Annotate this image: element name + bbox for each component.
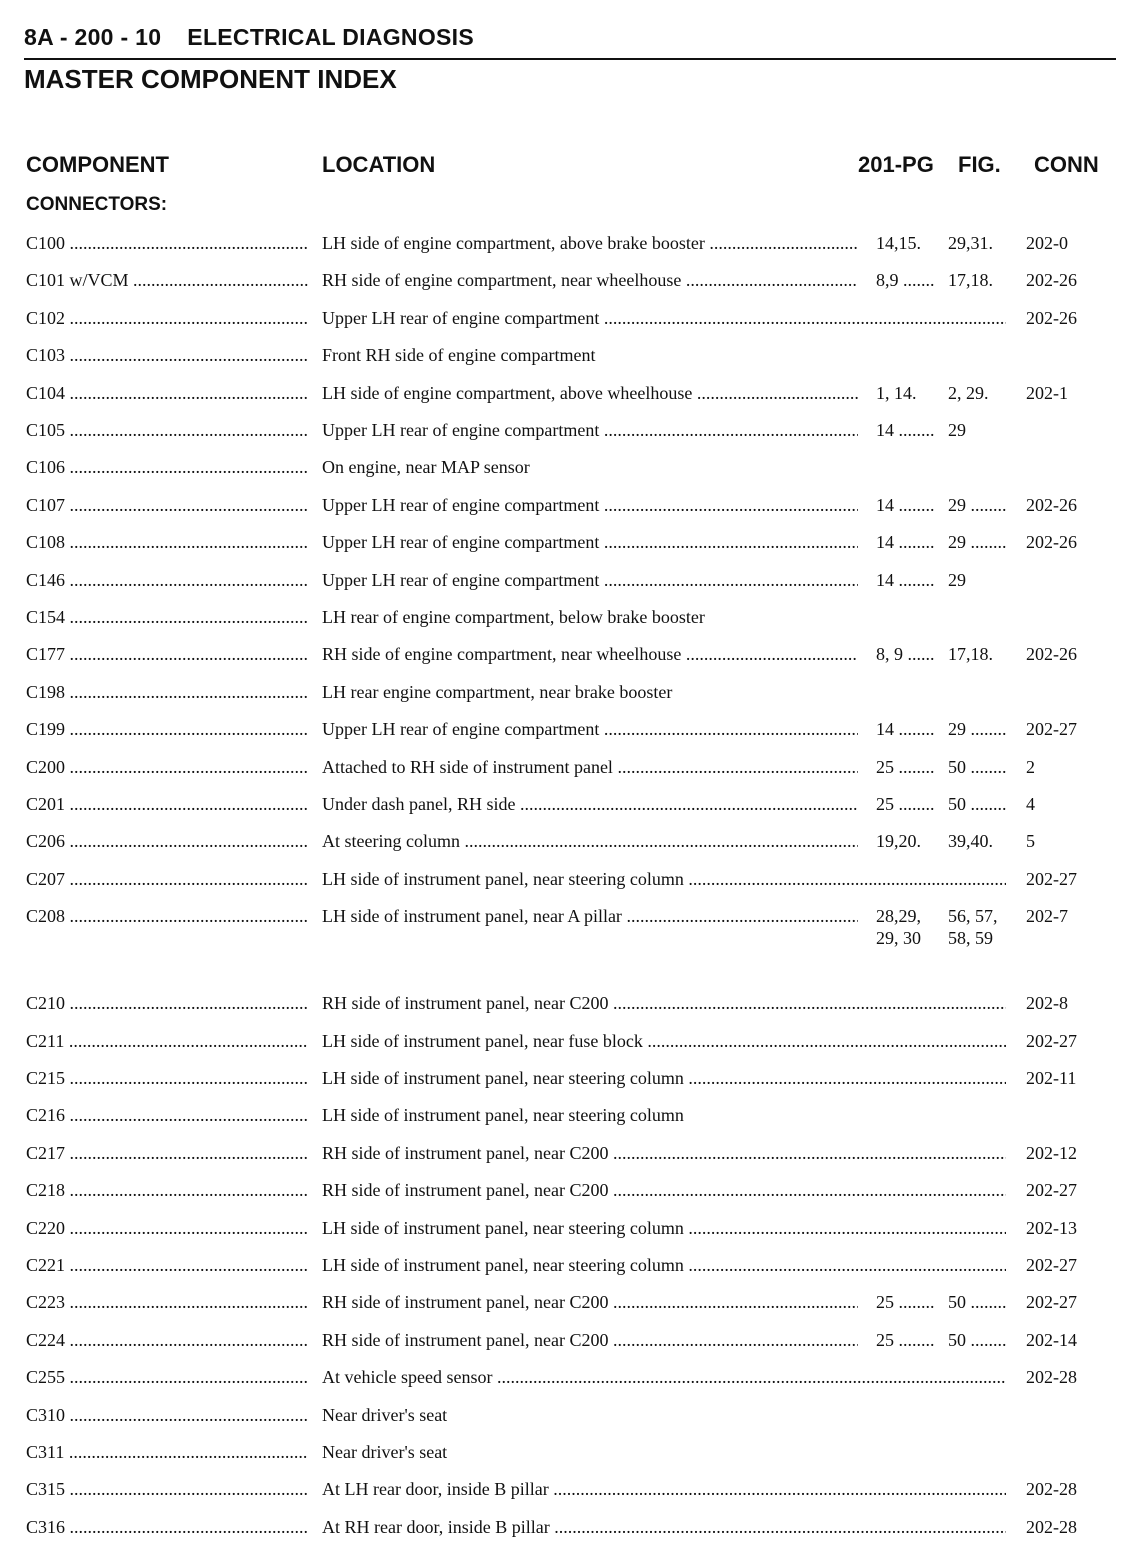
figure-ref: 56, 57, 58, 59 (948, 906, 998, 949)
connector-ref: 202-28 (1026, 1367, 1077, 1388)
location-text: LH rear engine compartment, near brake booster (322, 681, 673, 702)
component-id: C107 ..... (26, 494, 308, 516)
connector-ref: 202-7 (1026, 906, 1068, 927)
component-id: C105 ..... (26, 419, 308, 441)
location-text: LH side of instrument panel, near A pillar ..... (322, 905, 858, 927)
component-id: C104 ..... (26, 382, 308, 404)
table-row (0, 1104, 1136, 1134)
connector-ref: 202-27 (1026, 1255, 1077, 1275)
connector-ref: 202-27 (1026, 719, 1077, 740)
location-text: LH side of instrument panel, near steering column ..... (322, 1254, 1006, 1276)
table-row (0, 643, 1136, 673)
page-ref: 25 ..... (876, 1329, 934, 1351)
column-header-figure: FIG. (958, 152, 1001, 177)
section-title: ELECTRICAL DIAGNOSIS (187, 24, 475, 50)
component-id: C211 ..... (26, 1030, 308, 1052)
table-row (0, 1441, 1136, 1471)
table-row (0, 1142, 1136, 1172)
component-id: C220 ..... (26, 1217, 308, 1239)
connector-ref: 202-27 (1026, 868, 1077, 889)
table-row (0, 232, 1136, 262)
figure-ref: 17,18. (948, 644, 993, 665)
figure-ref: 50 ..... (948, 756, 1006, 778)
location-text: Near driver's seat (322, 1442, 448, 1462)
connector-ref: 202-26 (1026, 644, 1077, 665)
location-text: RH side of engine compartment, near wheelhouse ..... (322, 269, 858, 291)
table-row (0, 1179, 1136, 1209)
table-row (0, 681, 1136, 711)
page-number: 8A - 200 - 10 (24, 24, 162, 50)
table-row (0, 1030, 1136, 1060)
table-row (0, 830, 1136, 860)
column-header-component: COMPONENT (26, 152, 169, 177)
connector-ref: 202-26 (1026, 307, 1077, 328)
component-id: C223 ..... (26, 1291, 308, 1313)
page-header (24, 24, 474, 51)
page-ref: 25 ..... (876, 1291, 934, 1313)
component-id: C310 ..... (26, 1404, 308, 1426)
location-text: Upper LH rear of engine compartment ..... (322, 494, 858, 516)
component-id: C106 ..... (26, 456, 308, 478)
figure-ref: 2, 29. (948, 382, 989, 403)
component-id: C218 ..... (26, 1179, 308, 1201)
table-row (0, 756, 1136, 786)
table-row (0, 1291, 1136, 1321)
location-text: Upper LH rear of engine compartment ..... (322, 531, 858, 553)
component-id: C200 ..... (26, 756, 308, 778)
location-text: LH side of instrument panel, near steering column ..... (322, 1217, 1006, 1239)
component-id: C216 ..... (26, 1104, 308, 1126)
location-text: RH side of instrument panel, near C200 ..... (322, 992, 1006, 1014)
location-text: LH side of instrument panel, near steering column (322, 1105, 684, 1126)
component-id: C154 ..... (26, 606, 308, 628)
page-ref: 14,15. (876, 233, 921, 253)
table-row (0, 606, 1136, 636)
table-row (0, 1254, 1136, 1284)
table-row (0, 307, 1136, 337)
location-text: Upper LH rear of engine compartment ..... (322, 419, 858, 441)
column-header-page: 201-PG (858, 152, 934, 177)
figure-ref: 39,40. (948, 831, 993, 852)
component-id: C311 ..... (26, 1441, 308, 1463)
location-text: RH side of instrument panel, near C200 ..... (322, 1291, 858, 1313)
connector-ref: 202-11 (1026, 1068, 1077, 1088)
connector-ref: 202-26 (1026, 494, 1077, 515)
connector-ref: 202-27 (1026, 1292, 1077, 1313)
table-row (0, 793, 1136, 823)
location-text: Near driver's seat (322, 1404, 448, 1425)
table-row (0, 868, 1136, 898)
connector-ref: 202-1 (1026, 382, 1068, 403)
figure-ref: 29 ..... (948, 494, 1006, 516)
table-row (0, 1404, 1136, 1434)
column-header-connector: CONN (1034, 152, 1099, 177)
component-id: C210 ..... (26, 992, 308, 1014)
component-id: C108 ..... (26, 531, 308, 553)
component-id: C177 ..... (26, 643, 308, 665)
table-row (0, 419, 1136, 449)
page-ref: 14 ..... (876, 419, 934, 441)
location-text: RH side of instrument panel, near C200 ..... (322, 1142, 1006, 1164)
table-row (0, 1478, 1136, 1508)
component-id: C100 ..... (26, 232, 308, 254)
page-ref: 8, 9 ..... (876, 643, 934, 665)
location-text: LH rear of engine compartment, below brake booster (322, 607, 705, 627)
connector-ref: 202-12 (1026, 1142, 1077, 1163)
connector-ref: 202-28 (1026, 1479, 1077, 1500)
connector-ref: 202-27 (1026, 1180, 1077, 1201)
column-header-location: LOCATION (322, 152, 436, 177)
component-id: C316 ..... (26, 1516, 308, 1538)
connector-ref: 202-13 (1026, 1217, 1077, 1238)
table-row (0, 344, 1136, 374)
connector-ref: 202-26 (1026, 532, 1077, 553)
connector-ref: 202-14 (1026, 1329, 1077, 1350)
figure-ref: 29,31. (948, 233, 993, 253)
component-id: C221 ..... (26, 1254, 308, 1276)
page-ref: 25 ..... (876, 793, 934, 815)
location-text: RH side of engine compartment, near wheelhouse ..... (322, 643, 858, 665)
table-row (0, 992, 1136, 1022)
connector-ref: 5 (1026, 831, 1035, 852)
table-row (0, 1366, 1136, 1396)
page-ref: 14 ..... (876, 718, 934, 740)
page-ref: 14 ..... (876, 494, 934, 516)
page-ref: 14 ..... (876, 569, 934, 591)
table-row (0, 569, 1136, 599)
figure-ref: 29 ..... (948, 531, 1006, 553)
connector-ref: 4 (1026, 794, 1035, 814)
component-id: C102 ..... (26, 307, 308, 329)
connector-ref: 202-27 (1026, 1030, 1077, 1051)
component-id: C103 ..... (26, 344, 308, 366)
connector-ref: 202-0 (1026, 233, 1068, 253)
page-title: MASTER COMPONENT INDEX (24, 64, 397, 94)
location-text: Upper LH rear of engine compartment ..... (322, 718, 858, 740)
location-text: Upper LH rear of engine compartment ..... (322, 569, 858, 591)
figure-ref: 50 ..... (948, 1329, 1006, 1351)
page-ref: 1, 14. (876, 382, 917, 403)
table-row (0, 1329, 1136, 1359)
location-text: At steering column ..... (322, 830, 858, 852)
location-text: LH side of instrument panel, near fuse block ..... (322, 1030, 1006, 1052)
location-text: Attached to RH side of instrument panel ..... (322, 756, 858, 778)
location-text: On engine, near MAP sensor (322, 457, 530, 478)
connector-ref: 202-26 (1026, 270, 1077, 291)
table-row (0, 382, 1136, 412)
figure-ref: 29 (948, 569, 966, 590)
location-text: LH side of instrument panel, near steering column ..... (322, 868, 1006, 890)
location-text: LH side of instrument panel, near steering column ..... (322, 1067, 1006, 1089)
location-text: Under dash panel, RH side ..... (322, 793, 858, 815)
component-id: C208 ..... (26, 905, 308, 927)
table-row (0, 718, 1136, 748)
component-id: C315 ..... (26, 1478, 308, 1500)
table-row (0, 905, 1136, 949)
component-id: C217 ..... (26, 1142, 308, 1164)
location-text: RH side of instrument panel, near C200 ..... (322, 1329, 858, 1351)
component-id: C224 ..... (26, 1329, 308, 1351)
connector-ref: 202-28 (1026, 1516, 1077, 1537)
page-ref: 14 ..... (876, 531, 934, 553)
figure-ref: 29 (948, 420, 966, 440)
page-ref: 28,29, 29, 30 (876, 906, 921, 949)
figure-ref: 50 ..... (948, 793, 1006, 815)
location-text: At RH rear door, inside B pillar ..... (322, 1516, 1006, 1538)
component-id: C199 ..... (26, 718, 308, 740)
component-id: C101 w/VCM ..... (26, 269, 308, 291)
location-text: At LH rear door, inside B pillar ..... (322, 1478, 1006, 1500)
location-text: LH side of engine compartment, above wheelhouse ..... (322, 382, 858, 404)
location-text: At vehicle speed sensor ..... (322, 1366, 1006, 1388)
component-id: C255 ..... (26, 1366, 308, 1388)
table-row (0, 1217, 1136, 1247)
location-text: Upper LH rear of engine compartment ..... (322, 307, 1006, 329)
connector-ref: 202-8 (1026, 993, 1068, 1014)
figure-ref: 29 ..... (948, 718, 1006, 740)
component-id: C146 ..... (26, 569, 308, 591)
page-ref: 19,20. (876, 831, 921, 852)
component-id: C201 ..... (26, 793, 308, 815)
table-row (0, 269, 1136, 299)
figure-ref: 17,18. (948, 270, 993, 291)
figure-ref: 50 ..... (948, 1291, 1006, 1313)
location-text: RH side of instrument panel, near C200 ..... (322, 1179, 1006, 1201)
location-text: Front RH side of engine compartment (322, 345, 596, 366)
header-rule (24, 58, 1116, 60)
page-ref: 25 ..... (876, 756, 934, 778)
table-row (0, 1067, 1136, 1097)
table-row (0, 456, 1136, 486)
component-id: C207 ..... (26, 868, 308, 890)
component-id: C198 ..... (26, 681, 308, 703)
table-row (0, 1516, 1136, 1546)
connector-ref: 2 (1026, 756, 1035, 777)
component-id: C215 ..... (26, 1067, 308, 1089)
page-ref: 8,9 ..... (876, 269, 934, 291)
component-id: C206 ..... (26, 830, 308, 852)
table-row (0, 531, 1136, 561)
location-text: LH side of engine compartment, above brake booster ..... (322, 232, 858, 254)
table-row (0, 494, 1136, 524)
section-label: CONNECTORS: (26, 194, 168, 215)
